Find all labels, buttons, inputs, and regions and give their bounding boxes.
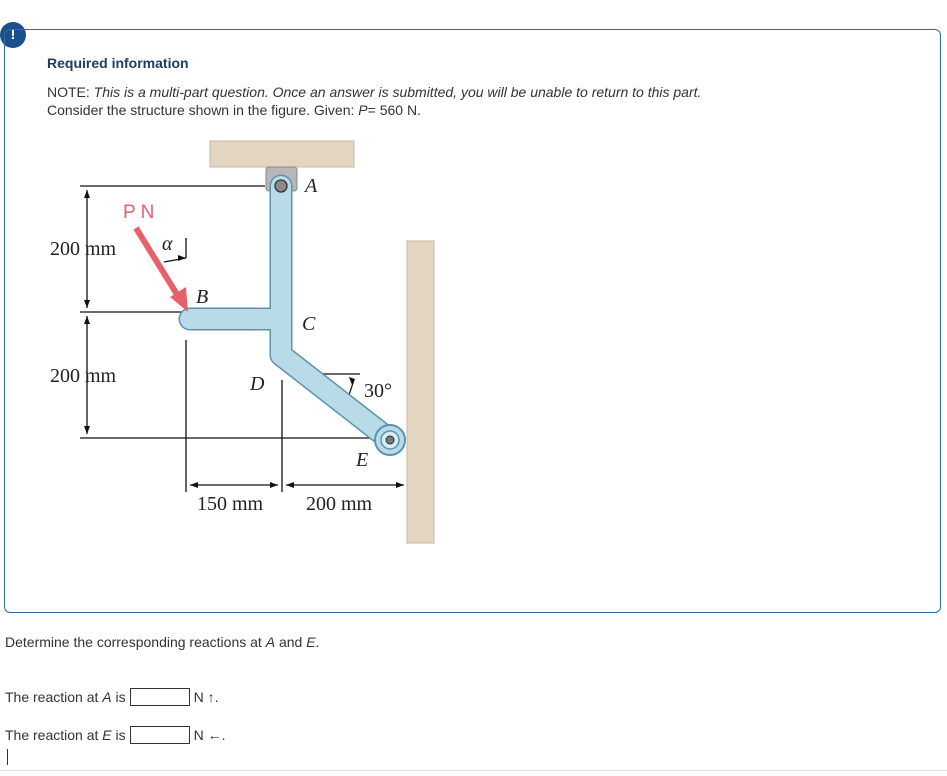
answer-row-e: The reaction at E is N ←. (5, 727, 226, 743)
right-wall (407, 241, 434, 543)
ceiling-support (210, 141, 354, 167)
unit-e: N ←. (193, 727, 226, 743)
label-b: B (196, 286, 209, 308)
reaction-e-input[interactable] (130, 726, 190, 744)
required-info-title: Required information (47, 55, 189, 71)
dim-right-label: 200 mm (306, 493, 373, 515)
bottom-divider (0, 770, 947, 771)
dim-left-label: 150 mm (197, 493, 264, 515)
question-text: Determine the corresponding reactions at A and E. (5, 634, 320, 650)
note-text: NOTE: This is a multi-part question. Once an answer is submitted, you will be unable to return to this part. (47, 84, 702, 100)
alert-icon: ! (0, 22, 26, 48)
label-c: C (302, 313, 316, 335)
dimension-lines (80, 186, 404, 492)
label-d: D (250, 373, 265, 395)
reaction-a-input[interactable] (130, 688, 190, 706)
text-cursor (7, 749, 8, 765)
answer-row-a: The reaction at A is N ↑. (5, 689, 219, 705)
alpha-label: α (162, 233, 173, 255)
pin-a (275, 180, 287, 192)
unit-a: N ↑. (193, 689, 219, 705)
force-label: P N (123, 202, 155, 223)
dim-bottom-label: 200 mm (50, 365, 117, 387)
label-e: E (356, 449, 369, 471)
angle-label: 30° (364, 380, 392, 402)
dim-top-label: 200 mm (50, 238, 117, 260)
dimension-arrows (84, 190, 404, 488)
given-text: Consider the structure shown in the figure. Given: P= 560 N. (47, 102, 421, 118)
member-body (190, 186, 390, 440)
label-a: A (305, 175, 318, 197)
